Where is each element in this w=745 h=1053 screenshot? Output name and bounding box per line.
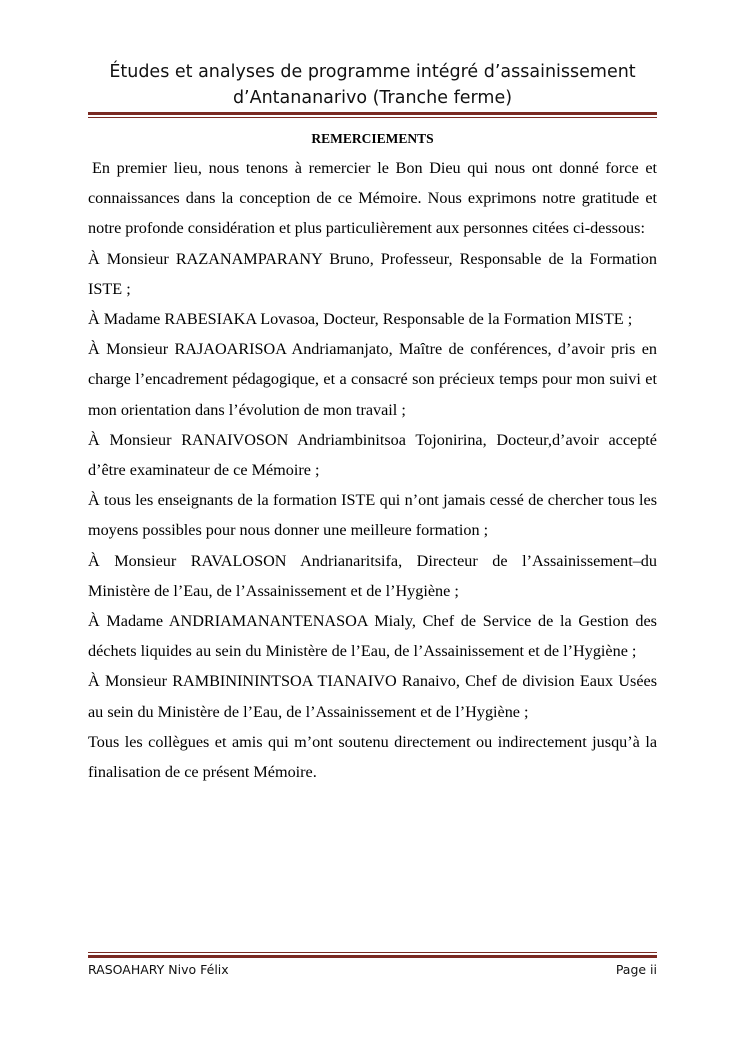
- paragraph-thanks-colleagues: Tous les collègues et amis qui m’ont soutenu directement ou indirectement jusqu’à la finalisation de ce présent Mémoire.: [88, 732, 657, 782]
- acknowledgements-body: [88, 153, 657, 787]
- section-heading: REMERCIEMENTS: [311, 131, 434, 146]
- paragraph-intro: En premier lieu, nous tenons à remercier le Bon Dieu qui nous ont donné force et connaissances dans la conception de ce Mémoire. Nous exprimons notre gratitude et notre profonde considération et plus particulièrement aux personnes citées ci-dessous:: [88, 159, 657, 238]
- header-rule-thick: [88, 112, 657, 115]
- footer-author: RASOAHARY Nivo Félix: [88, 962, 229, 977]
- paragraph-thanks-rajaoarisoa: À Monsieur RAJAOARISOA Andriamanjato, Maître de conférences, d’avoir pris en charge l’encadrement pédagogique, et a consacré son précieux temps pour mon suivi et mon orientation dans l’évolution de mon travail ;: [88, 340, 657, 419]
- footer-rule-thick: [88, 955, 657, 958]
- header-rule-thin: [88, 117, 657, 118]
- paragraph-thanks-teachers: À tous les enseignants de la formation ISTE qui n’ont jamais cessé de chercher tous les moyens possibles pour nous donner une meilleure formation ;: [88, 491, 657, 540]
- paragraph-thanks-razanamparany: À Monsieur RAZANAMPARANY Bruno, Professeur, Responsable de la Formation ISTE ;: [88, 249, 657, 298]
- header-title-line2: d’Antananarivo (Tranche ferme): [232, 88, 513, 108]
- paragraph-thanks-andriamanantenasoa: À Madame ANDRIAMANANTENASOA Mialy, Chef de Service de la Gestion des déchets liquides au sein du Ministère de l’Eau, de l’Assainissement et de l’Hygiène ;: [88, 612, 657, 661]
- paragraph-thanks-ranaivoson: À Monsieur RANAIVOSON Andriambinitsoa Tojonirina, Docteur,d’avoir accepté d’être examinateur de ce Mémoire ;: [88, 430, 657, 480]
- footer-page-number: Page ii: [615, 962, 657, 977]
- paragraph-thanks-rambindraininintsoa: À Monsieur RAMBINININTSOA TIANAIVO Ranaivo, Chef de division Eaux Usées au sein du Ministère de l’Eau, de l’Assainissement et de l’Hygiène ;: [88, 672, 657, 721]
- page-header-title: [88, 59, 657, 111]
- paragraph-thanks-ravaloson: À Monsieur RAVALOSON Andrianaritsifa, Directeur de l’Assainissement–du Ministère de l’Eau, de l’Assainissement et de l’Hygiène ;: [88, 551, 657, 600]
- paragraph-thanks-rabesiaka: À Madame RABESIAKA Lovasoa, Docteur, Responsable de la Formation MISTE ;: [88, 310, 633, 329]
- footer-rule-thin: [88, 952, 657, 953]
- header-title-line1: Études et analyses de programme intégré d’assainissement: [109, 62, 636, 82]
